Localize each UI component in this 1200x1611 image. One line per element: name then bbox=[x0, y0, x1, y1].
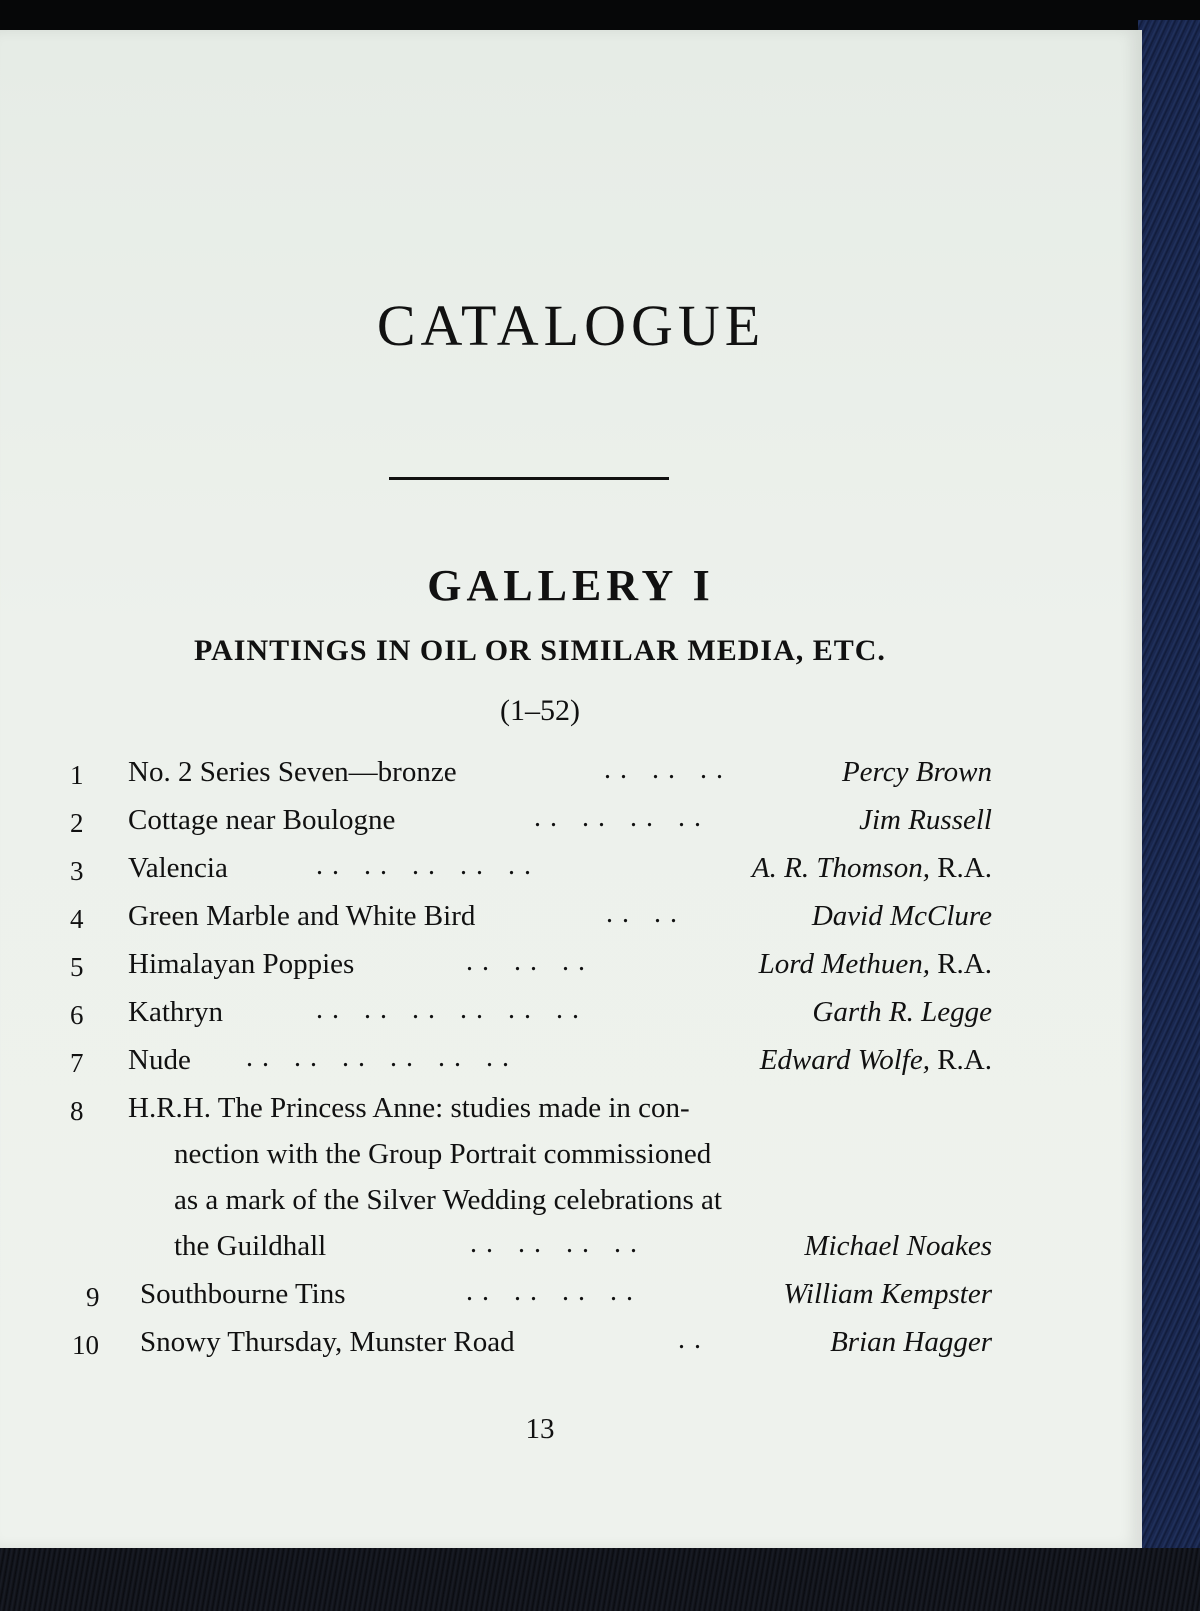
list-item bbox=[0, 1322, 1142, 1362]
list-item-continued bbox=[0, 1226, 1142, 1266]
entry-artist bbox=[759, 948, 992, 981]
artist-name: Garth R. Legge bbox=[812, 996, 992, 1028]
catalogue-page bbox=[0, 30, 1142, 1548]
leader-dots: . . . . . . . . . . bbox=[316, 850, 532, 881]
artist-name: Michael Noakes bbox=[804, 1230, 992, 1262]
leader-dots: . . . . . . . . bbox=[470, 1228, 638, 1259]
page-title: CATALOGUE bbox=[376, 293, 766, 358]
list-item bbox=[0, 992, 1142, 1032]
list-item bbox=[0, 944, 1142, 984]
entry-title: Cottage near Boulogne bbox=[128, 804, 396, 836]
catalogue-list bbox=[0, 30, 1142, 1548]
page-number: 13 bbox=[525, 1413, 555, 1445]
entry-artist bbox=[783, 1278, 992, 1311]
entry-artist bbox=[804, 1230, 992, 1263]
entry-artist bbox=[752, 852, 992, 885]
entry-number: 5 bbox=[70, 952, 84, 982]
artist-name: A. R. Thomson, bbox=[751, 852, 930, 884]
gallery-title: GALLERY I bbox=[427, 561, 715, 610]
book-cover-spine bbox=[1138, 20, 1200, 1611]
book-cover-bottom bbox=[0, 1548, 1200, 1611]
entry-artist bbox=[812, 996, 992, 1029]
list-item bbox=[0, 800, 1142, 840]
artist-name: William Kempster bbox=[783, 1278, 992, 1310]
book-cover-top bbox=[0, 0, 1200, 34]
leader-dots: . . . . . . . . bbox=[534, 802, 702, 833]
artist-name: Edward Wolfe, bbox=[759, 1044, 930, 1076]
entry-number: 4 bbox=[70, 904, 84, 934]
entry-artist bbox=[859, 804, 992, 837]
entry-title: No. 2 Series Seven—bronze bbox=[128, 756, 457, 788]
entry-title-continued: the Guildhall bbox=[174, 1230, 327, 1262]
list-item bbox=[0, 896, 1142, 936]
artist-name: Jim Russell bbox=[859, 804, 992, 836]
entry-artist bbox=[812, 900, 992, 933]
list-item bbox=[0, 752, 1142, 792]
list-item bbox=[0, 848, 1142, 888]
entry-number: 3 bbox=[70, 856, 84, 886]
gallery-subtitle: PAINTINGS IN OIL OR SIMILAR MEDIA, ETC. bbox=[194, 634, 886, 667]
entry-title-continued: as a mark of the Silver Wedding celebrations at bbox=[174, 1184, 722, 1216]
list-item bbox=[0, 1274, 1142, 1314]
leader-dots: . . . . . . bbox=[466, 946, 586, 977]
entry-artist bbox=[842, 756, 992, 789]
leader-dots: . . . . . . . . . . . . bbox=[316, 994, 580, 1025]
artist-name: David McClure bbox=[811, 900, 992, 932]
list-item bbox=[0, 1088, 1142, 1128]
artist-suffix: R.A. bbox=[929, 1044, 992, 1076]
entry-title: Southbourne Tins bbox=[140, 1278, 346, 1310]
entry-number: 9 bbox=[86, 1282, 100, 1312]
entry-number: 2 bbox=[70, 808, 84, 838]
entry-number: 1 bbox=[70, 760, 84, 790]
leader-dots: . . . . bbox=[606, 898, 678, 929]
leader-dots: . . . . . . bbox=[604, 754, 724, 785]
list-item bbox=[0, 1040, 1142, 1080]
entry-artist bbox=[830, 1326, 992, 1359]
artist-name: Percy Brown bbox=[841, 756, 992, 788]
entry-number: 8 bbox=[70, 1096, 84, 1126]
leader-dots: . . . . . . . . . . . . bbox=[246, 1042, 510, 1073]
entry-title: Himalayan Poppies bbox=[128, 948, 355, 980]
entry-title: Kathryn bbox=[128, 996, 224, 1028]
artist-suffix: R.A. bbox=[929, 948, 992, 980]
entry-title: Snowy Thursday, Munster Road bbox=[140, 1326, 515, 1358]
entry-number: 10 bbox=[72, 1330, 99, 1360]
artist-suffix: R.A. bbox=[929, 852, 992, 884]
entry-title-continued: nection with the Group Portrait commissioned bbox=[174, 1138, 712, 1170]
entry-number: 6 bbox=[70, 1000, 84, 1030]
entry-number: 7 bbox=[70, 1048, 84, 1078]
entry-title: Valencia bbox=[128, 852, 228, 884]
artist-name: Lord Methuen, bbox=[758, 948, 930, 980]
entry-title: H.R.H. The Princess Anne: studies made in con- bbox=[128, 1092, 690, 1124]
leader-dots: . . bbox=[678, 1324, 702, 1355]
entry-title: Green Marble and White Bird bbox=[128, 900, 476, 932]
entry-artist bbox=[760, 1044, 992, 1077]
entry-title: Nude bbox=[128, 1044, 191, 1076]
leader-dots: . . . . . . . . bbox=[466, 1276, 634, 1307]
artist-name: Brian Hagger bbox=[830, 1326, 992, 1358]
catalogue-range: (1–52) bbox=[500, 694, 580, 727]
